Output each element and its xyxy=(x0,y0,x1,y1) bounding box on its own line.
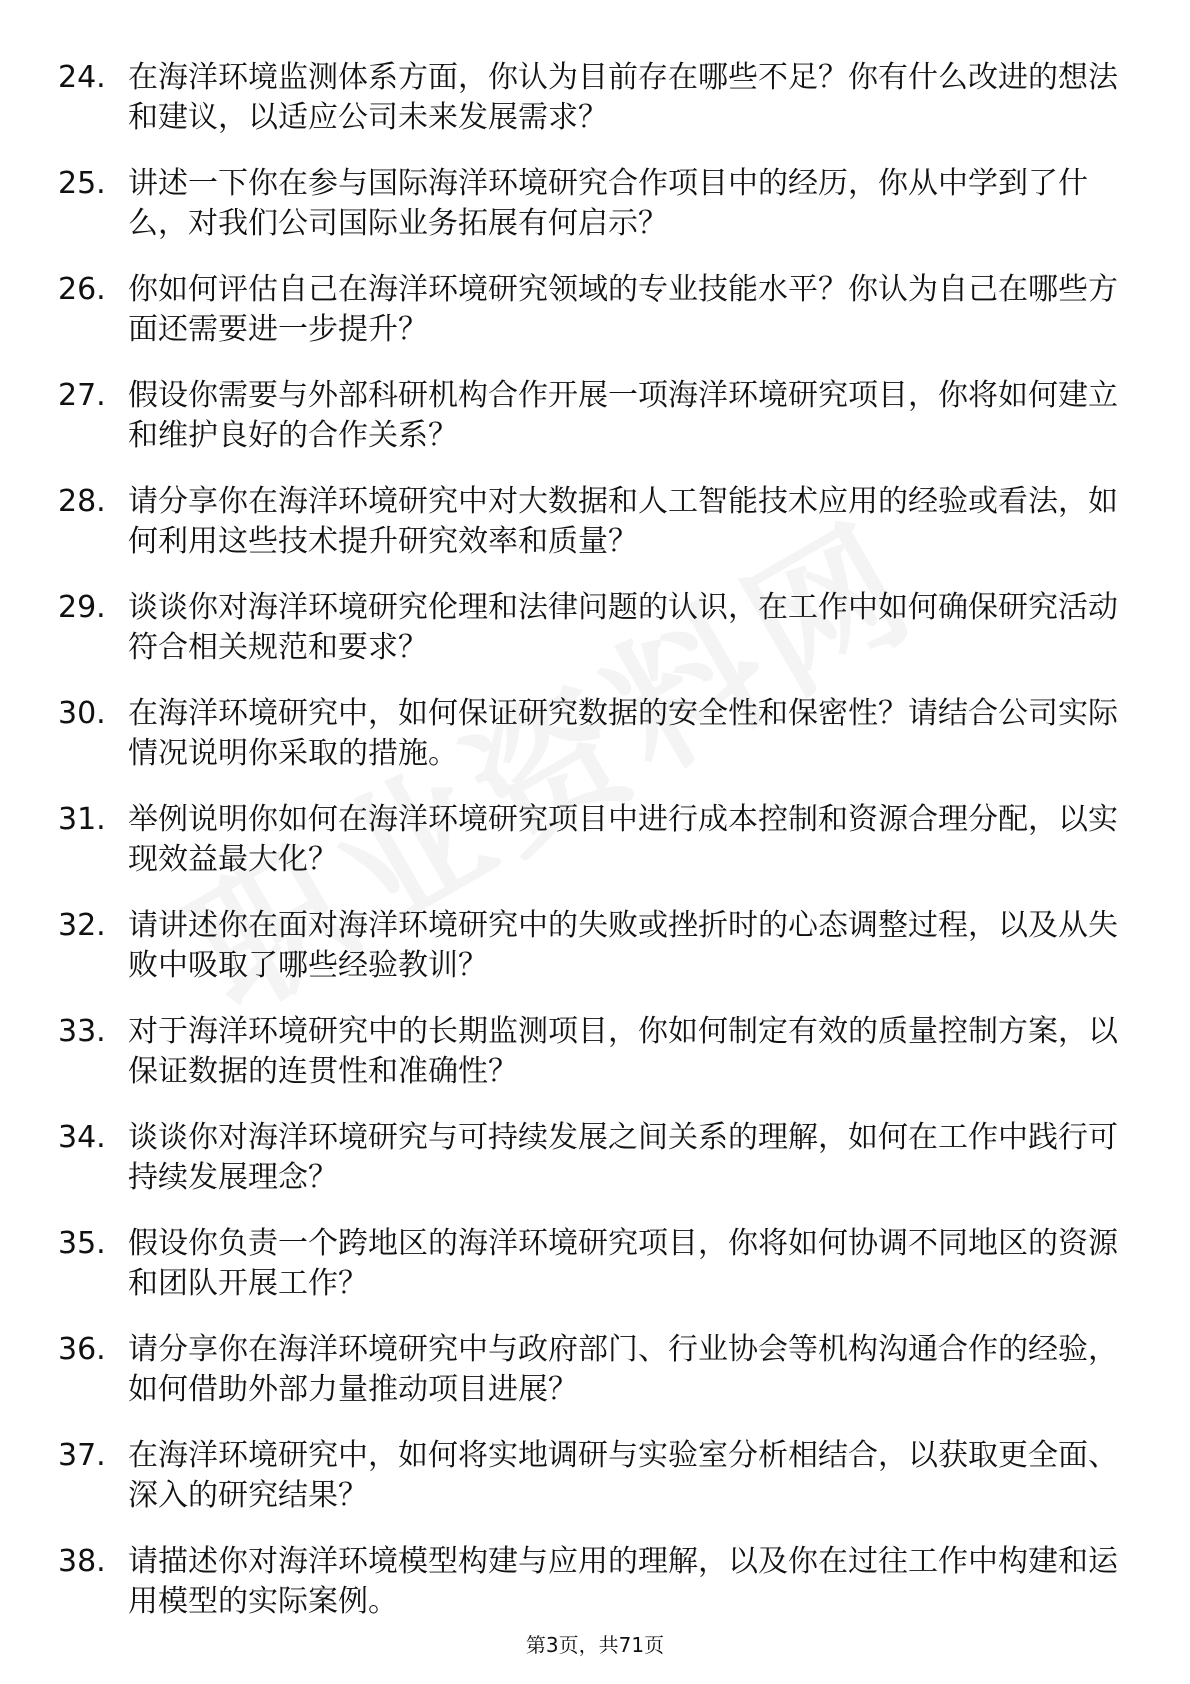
question-item xyxy=(0,376,1190,482)
question-item xyxy=(0,482,1190,588)
question-text: 举例说明你如何在海洋环境研究项目中进行成本控制和资源合理分配，以实现效益最大化？ xyxy=(128,802,1118,877)
question-item xyxy=(0,906,1190,1012)
question-number: 31. xyxy=(58,802,106,837)
question-item xyxy=(0,588,1190,694)
question-item xyxy=(0,270,1190,376)
question-text: 请分享你在海洋环境研究中与政府部门、行业协会等机构沟通合作的经验，如何借助外部力量推动项目进展？ xyxy=(128,1332,1118,1407)
question-item xyxy=(0,1012,1190,1118)
question-text: 请分享你在海洋环境研究中对大数据和人工智能技术应用的经验或看法，如何利用这些技术提升研究效率和质量？ xyxy=(128,484,1118,559)
question-number: 24. xyxy=(58,60,106,95)
question-number: 28. xyxy=(58,484,106,519)
question-text: 你如何评估自己在海洋环境研究领域的专业技能水平？你认为自己在哪些方面还需要进一步提升？ xyxy=(128,272,1118,347)
question-number: 29. xyxy=(58,590,106,625)
question-text: 在海洋环境研究中，如何将实地调研与实验室分析相结合，以获取更全面、深入的研究结果？ xyxy=(128,1438,1118,1513)
question-number: 33. xyxy=(58,1014,106,1049)
question-item xyxy=(0,1330,1190,1436)
question-text: 对于海洋环境研究中的长期监测项目，你如何制定有效的质量控制方案，以保证数据的连贯性和准确性？ xyxy=(128,1014,1118,1089)
question-text: 在海洋环境研究中，如何保证研究数据的安全性和保密性？请结合公司实际情况说明你采取的措施。 xyxy=(128,696,1118,771)
question-item xyxy=(0,164,1190,270)
question-text: 讲述一下你在参与国际海洋环境研究合作项目中的经历，你从中学到了什么，对我们公司国际业务拓展有何启示？ xyxy=(128,166,1088,241)
question-text: 谈谈你对海洋环境研究伦理和法律问题的认识，在工作中如何确保研究活动符合相关规范和要求？ xyxy=(128,590,1118,665)
question-number: 30. xyxy=(58,696,106,731)
question-number: 38. xyxy=(58,1544,106,1579)
question-number: 27. xyxy=(58,378,106,413)
question-item xyxy=(0,1436,1190,1542)
question-item xyxy=(0,800,1190,906)
page-footer xyxy=(0,1632,1190,1658)
question-text: 请描述你对海洋环境模型构建与应用的理解，以及你在过往工作中构建和运用模型的实际案例。 xyxy=(128,1544,1118,1619)
question-number: 32. xyxy=(58,908,106,943)
page-number-label: 第3页，共71页 xyxy=(525,1633,665,1657)
question-number: 37. xyxy=(58,1438,106,1473)
question-number: 34. xyxy=(58,1120,106,1155)
question-text: 请讲述你在面对海洋环境研究中的失败或挫折时的心态调整过程，以及从失败中吸取了哪些经验教训？ xyxy=(128,908,1118,983)
question-text: 假设你需要与外部科研机构合作开展一项海洋环境研究项目，你将如何建立和维护良好的合作关系？ xyxy=(128,378,1118,453)
question-item xyxy=(0,1118,1190,1224)
question-number: 26. xyxy=(58,272,106,307)
question-item xyxy=(0,1224,1190,1330)
question-text: 谈谈你对海洋环境研究与可持续发展之间关系的理解，如何在工作中践行可持续发展理念？ xyxy=(128,1120,1118,1195)
question-item xyxy=(0,694,1190,800)
question-number: 25. xyxy=(58,166,106,201)
question-list xyxy=(0,58,1190,1648)
question-number: 36. xyxy=(58,1332,106,1367)
question-text: 假设你负责一个跨地区的海洋环境研究项目，你将如何协调不同地区的资源和团队开展工作？ xyxy=(128,1226,1118,1301)
question-text: 在海洋环境监测体系方面，你认为目前存在哪些不足？你有什么改进的想法和建议，以适应公司未来发展需求？ xyxy=(128,60,1118,135)
question-number: 35. xyxy=(58,1226,106,1261)
question-item xyxy=(0,58,1190,164)
